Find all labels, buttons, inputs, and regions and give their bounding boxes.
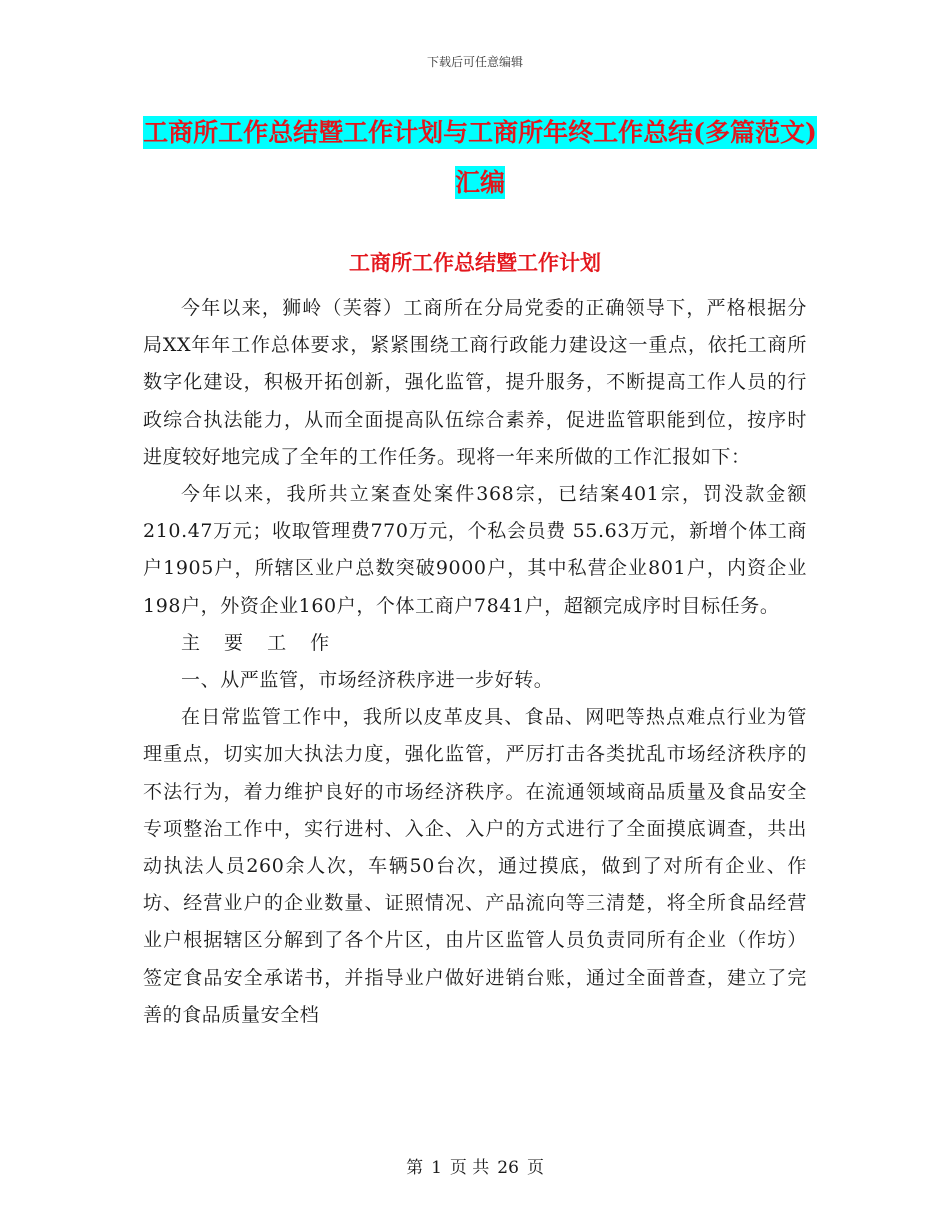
- paragraph-supervision: 在日常监管工作中，我所以皮革皮具、食品、网吧等热点难点行业为管理重点，切实加大执法力度，强化监管，严厉打击各类扰乱市场经济秩序的不法行为，着力维护良好的市场经济秩序。在流通领域商品质量及食品安全专项整治工作中，实行进村、入企、入户的方式进行了全面摸底调查，共出动执法人员260余人次，车辆50台次，通过摸底，做到了对所有企业、作坊、经营业户的企业数量、证照情况、产品流向等三清楚，将全所食品经营业户根据辖区分解到了各个片区，由片区监管人员负责同所有企业（作坊）签定食品安全承诺书，并指导业户做好进销台账，通过全面普查，建立了完善的食品质量安全档: [143, 706, 807, 1026]
- heading-main-work: 主 要 工 作: [181, 631, 339, 654]
- page-total: 26: [497, 1158, 519, 1178]
- document-body: [143, 290, 807, 1034]
- paragraph-intro: 今年以来，狮岭（芙蓉）工商所在分局党委的正确领导下，严格根据分局XX年年工作总体要求，紧紧围绕工商行政能力建设这一重点，依托工商所数字化建设，积极开拓创新，强化监管，提升服务，不断提高工作人员的行政综合执法能力，从而全面提高队伍综合素养，促进监管职能到位，按序时进度较好地完成了全年的工作任务。现将一年来所做的工作汇报如下：: [143, 297, 807, 468]
- heading-item-one: 一、从严监管，市场经济秩序进一步好转。: [181, 669, 554, 692]
- document-title: [140, 108, 820, 208]
- footer-mid: 页 共: [449, 1158, 490, 1178]
- section-title: 工商所工作总结暨工作计划: [349, 250, 601, 275]
- footer-prefix: 第: [406, 1158, 424, 1178]
- footer-suffix: 页: [526, 1158, 544, 1178]
- paragraph-statistics: 今年以来，我所共立案查处案件368宗，已结案401宗，罚没款金额210.47万元；收取管理费770万元，个私会员费 55.63万元，新增个体工商户1905户，所辖区业户总数突破9000户，其中私营企业801户，内资企业198户，外资企业160户，个体工商户7841户，超额完成序时目标任务。: [143, 483, 807, 617]
- page-footer: [0, 1153, 950, 1178]
- page-header-note: 下载后可任意编辑: [426, 55, 523, 69]
- page-number: 1: [431, 1158, 442, 1178]
- document-title-text: 工商所工作总结暨工作计划与工商所年终工作总结(多篇范文)汇编: [143, 118, 817, 197]
